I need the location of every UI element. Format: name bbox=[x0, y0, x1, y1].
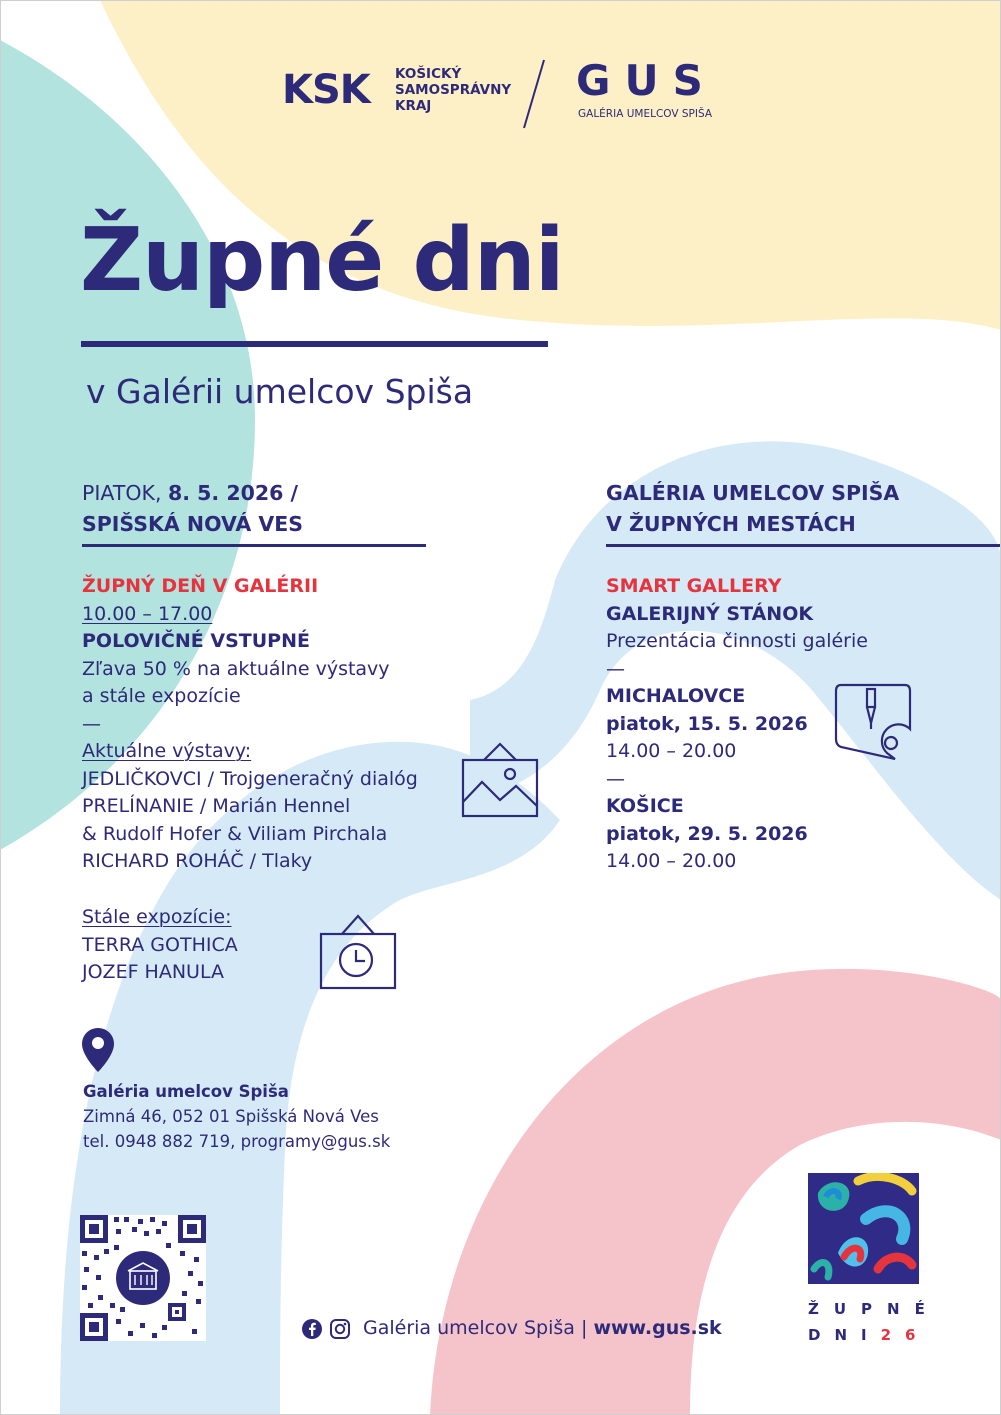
permanent-exhibitions-label: Stále expozície: bbox=[82, 906, 232, 928]
exhibition-item: & Rudolf Hofer & Viliam Pirchala bbox=[82, 822, 388, 845]
exhibition-item: RICHARD ROHÁČ / Tlaky bbox=[82, 850, 313, 872]
permanent-item: TERRA GOTHICA bbox=[82, 933, 238, 956]
right-heading-line-1: GALÉRIA UMELCOV SPIŠA bbox=[606, 481, 900, 505]
zupne-dni-badge-art bbox=[808, 1173, 919, 1284]
footer-links bbox=[363, 1315, 722, 1342]
gallery-stand: GALERIJNÝ STÁNOK bbox=[606, 602, 814, 625]
badge-line-1: ŽUPNÉ bbox=[808, 1300, 940, 1318]
picture-icon bbox=[460, 740, 540, 818]
badge-dni: DNI bbox=[808, 1326, 881, 1344]
right-heading-line-2: V ŽUPNÝCH MESTÁCH bbox=[606, 512, 856, 536]
day-date: 8. 5. 2026 / bbox=[167, 481, 299, 505]
qr-code[interactable] bbox=[80, 1215, 206, 1341]
exhibition-item: PRELÍNANIE / Marián Hennel bbox=[82, 795, 351, 817]
ksk-logo-wordmark bbox=[395, 66, 511, 114]
current-exhibitions-label: Aktuálne výstavy: bbox=[82, 740, 252, 762]
right-event-block bbox=[606, 573, 868, 876]
gus-logo bbox=[576, 56, 736, 126]
contact-name: Galéria umelcov Spiša bbox=[83, 1082, 289, 1101]
permanent-block bbox=[82, 904, 238, 987]
title-underline bbox=[81, 341, 548, 347]
smart-gallery: SMART GALLERY bbox=[606, 575, 782, 597]
ksk-logo bbox=[282, 66, 512, 126]
right-heading bbox=[606, 478, 899, 540]
left-heading bbox=[82, 478, 303, 540]
dash-separator: — bbox=[82, 712, 101, 735]
gus-logo-caption: GALÉRIA UMELCOV SPIŠA bbox=[578, 108, 713, 120]
left-event-block bbox=[82, 573, 418, 876]
city-michalovce: MICHALOVCE bbox=[606, 685, 746, 707]
discount-title: POLOVIČNÉ VSTUPNÉ bbox=[82, 630, 310, 652]
contact-block bbox=[83, 1079, 390, 1154]
gus-logo-mark: GUS bbox=[576, 56, 717, 105]
city-michalovce-date: piatok, 15. 5. 2026 bbox=[606, 712, 808, 735]
page-title: Župné dni bbox=[80, 209, 564, 311]
ksk-line-2: SAMOSPRÁVNY bbox=[395, 82, 512, 98]
logo-divider bbox=[518, 58, 548, 130]
contact-phone-email: tel. 0948 882 719, programy@gus.sk bbox=[83, 1132, 391, 1151]
city-kosice-date: piatok, 29. 5. 2026 bbox=[606, 822, 808, 845]
right-heading-rule bbox=[606, 544, 1001, 547]
easel-icon bbox=[833, 683, 913, 763]
contact-address: Zimná 46, 052 01 Spišská Nová Ves bbox=[83, 1107, 379, 1126]
ksk-line-1: KOŠICKÝ bbox=[395, 66, 462, 82]
city-kosice: KOŠICE bbox=[606, 795, 684, 817]
badge-year: 26 bbox=[880, 1326, 930, 1344]
page-subtitle: v Galérii umelcov Spiša bbox=[86, 372, 474, 411]
ksk-logo-mark: KSK bbox=[282, 67, 370, 113]
place: SPIŠSKÁ NOVÁ VES bbox=[82, 512, 304, 536]
discount-line-1: Zľava 50 % na aktuálne výstavy bbox=[82, 657, 390, 680]
stand-description: Prezentácia činnosti galérie bbox=[606, 630, 868, 652]
left-heading-rule bbox=[82, 544, 426, 547]
footer-website-link[interactable]: www.gus.sk bbox=[593, 1317, 722, 1339]
footer-gallery-name[interactable]: Galéria umelcov Spiša bbox=[363, 1317, 575, 1339]
discount-line-2: a stále expozície bbox=[82, 685, 241, 707]
dash-separator: — bbox=[606, 657, 625, 680]
permanent-item: JOZEF HANULA bbox=[82, 961, 224, 983]
map-pin-icon bbox=[80, 1026, 116, 1074]
event-title: ŽUPNÝ DEŇ V GALÉRII bbox=[82, 575, 319, 597]
ksk-line-3: KRAJ bbox=[395, 98, 432, 114]
badge-line-2 bbox=[808, 1324, 929, 1346]
dash-separator: — bbox=[606, 767, 625, 790]
city-michalovce-time: 14.00 – 20.00 bbox=[606, 740, 737, 762]
city-kosice-time: 14.00 – 20.00 bbox=[606, 850, 737, 872]
facebook-icon[interactable] bbox=[301, 1318, 323, 1340]
event-time: 10.00 – 17.00 bbox=[82, 602, 213, 625]
exhibition-item: JEDLIČKOVCI / Trojgeneračný dialóg bbox=[82, 767, 418, 790]
clock-icon bbox=[318, 910, 398, 990]
footer-separator: | bbox=[580, 1317, 588, 1339]
instagram-icon[interactable] bbox=[329, 1318, 351, 1340]
day-prefix: PIATOK, bbox=[82, 481, 168, 505]
